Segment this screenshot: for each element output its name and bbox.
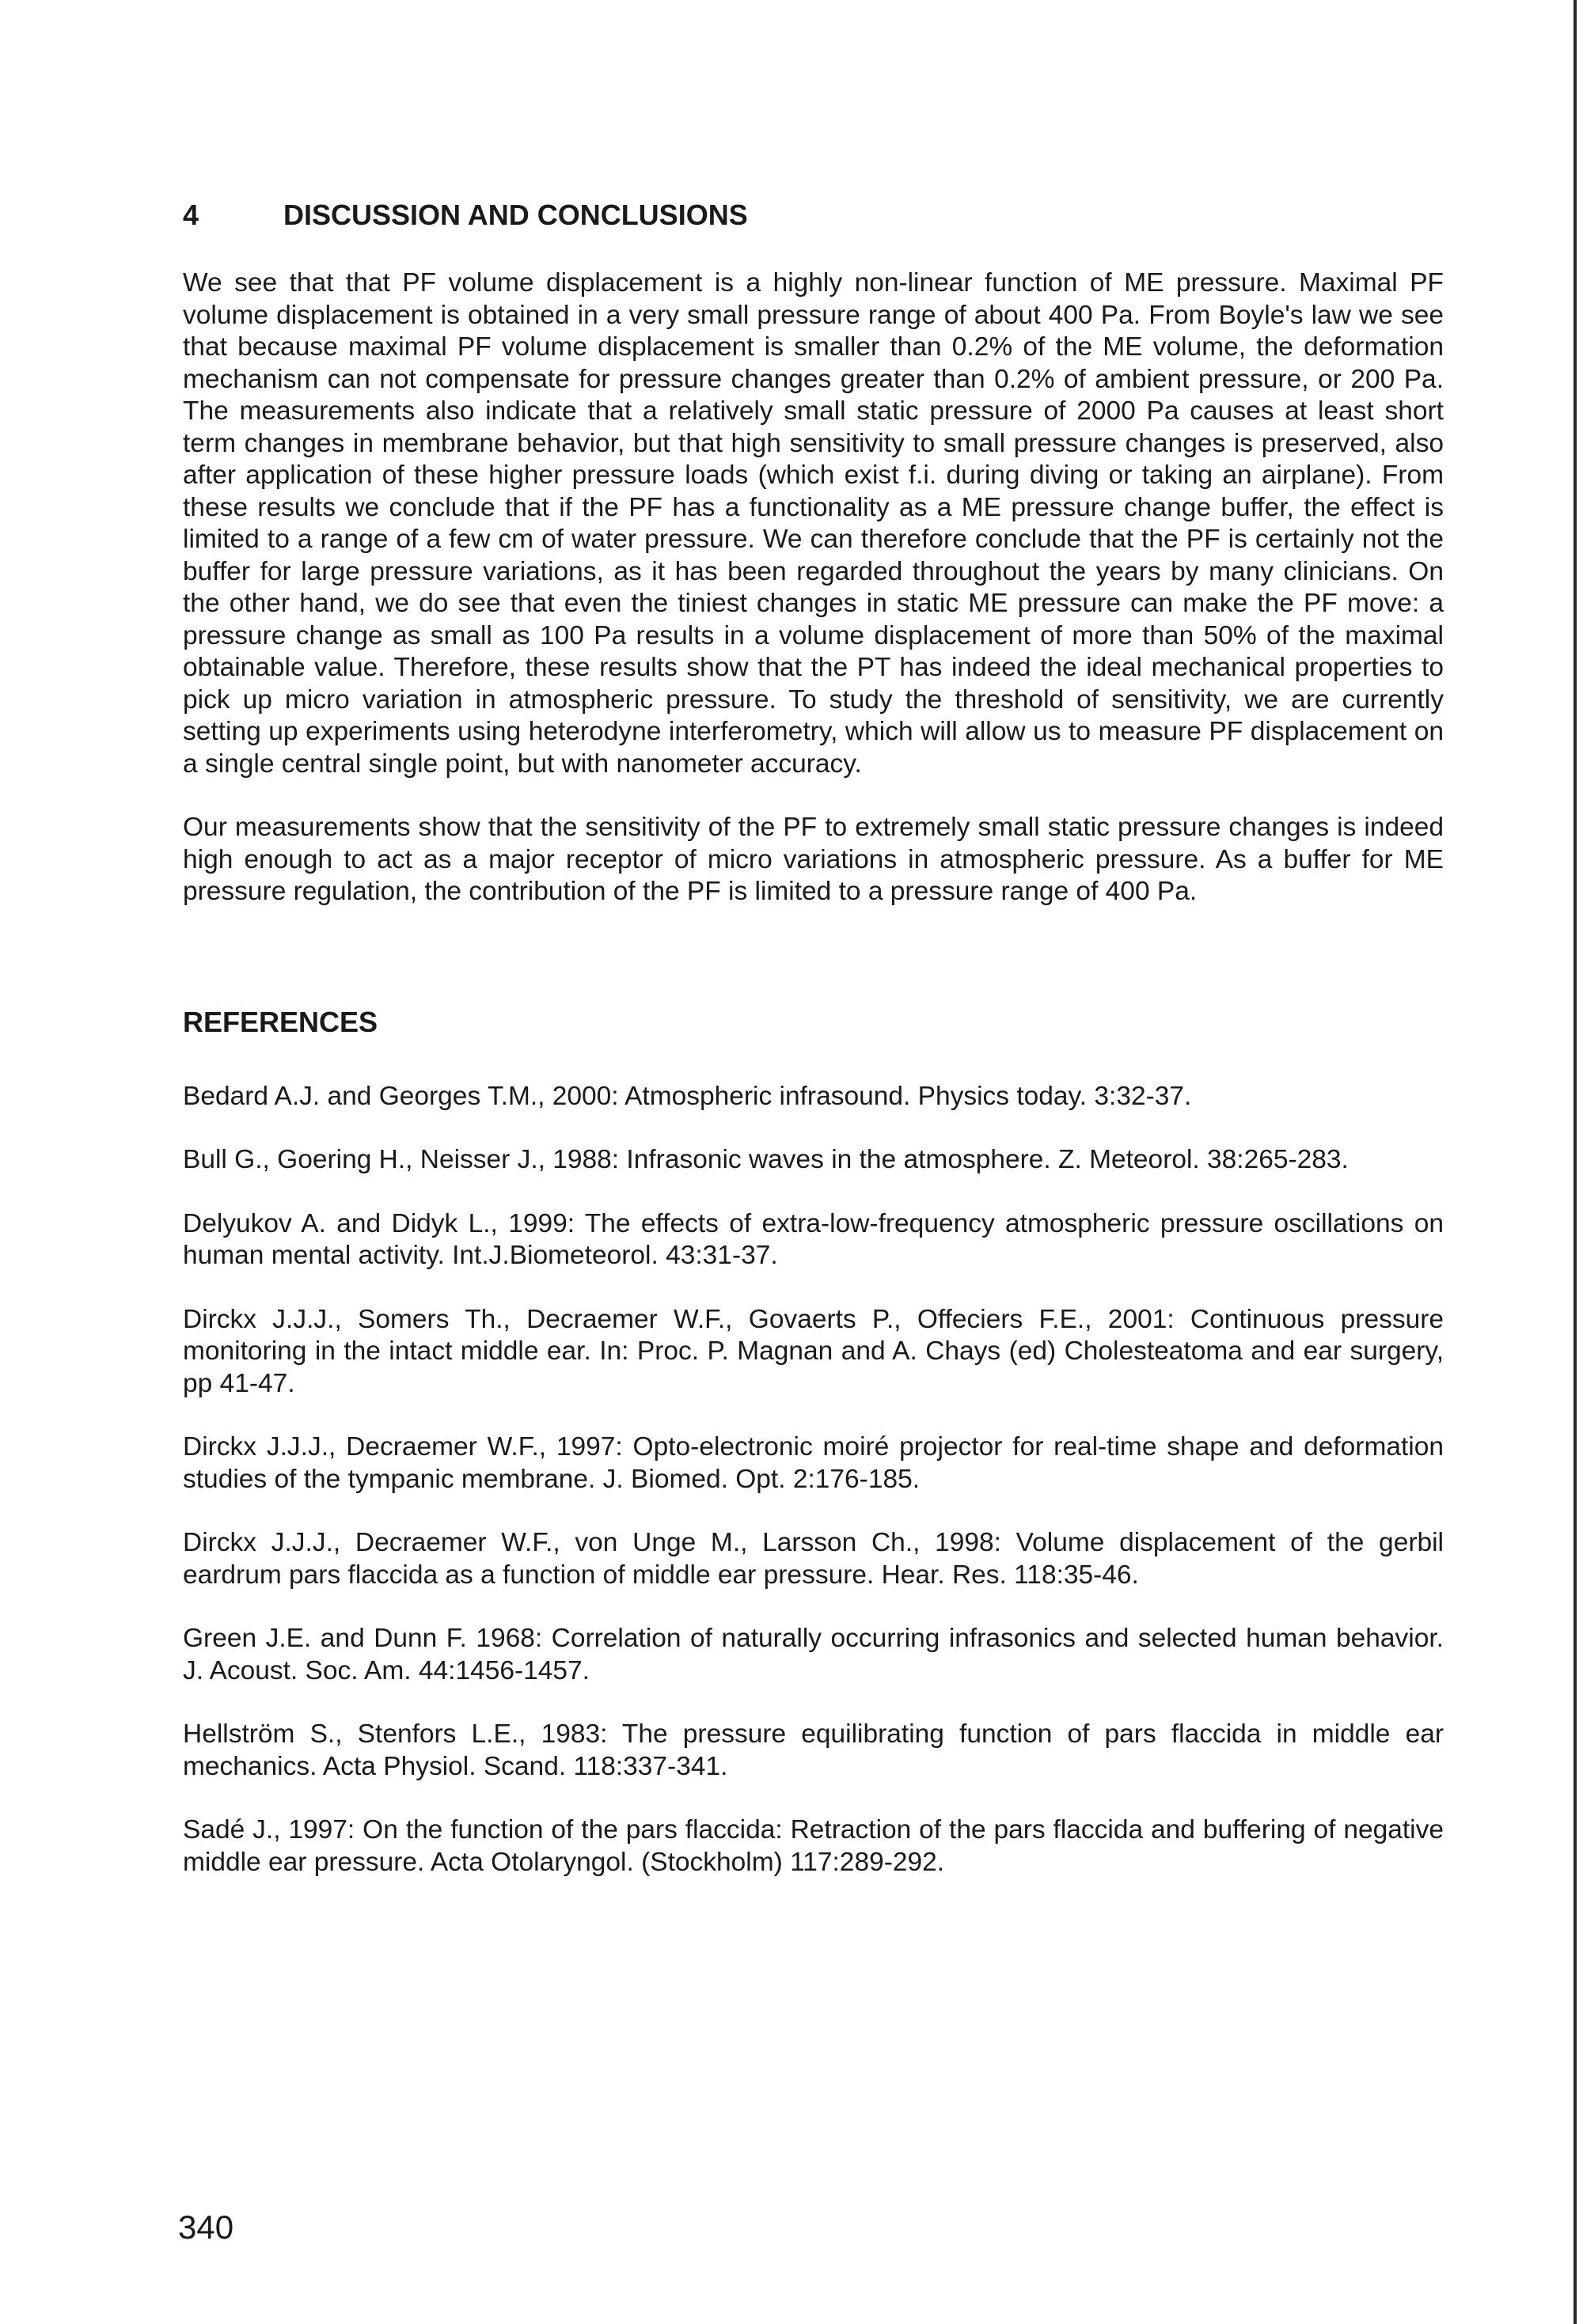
section-number: 4 [183,199,199,231]
reference-item: Dirckx J.J.J., Decraemer W.F., von Unge M., Larsson Ch., 1998: Volume displacement of the gerbil eardrum pars flaccida as a function of middle ear pressure. Hear. Res. 118:35-46. [183,1528,1444,1590]
page-number: 340 [178,2208,234,2246]
reference-list [183,1081,1444,1879]
reference-item: Sadé J., 1997: On the function of the pars flaccida: Retraction of the pars flaccida and buffering of negative middle ear pressure. Acta Otolaryngol. (Stockholm) 117:289-292. [183,1815,1444,1877]
reference-item: Green J.E. and Dunn F. 1968: Correlation of naturally occurring infrasonics and selected human behavior. J. Acoust. Soc. Am. 44:1456-1457. [183,1624,1444,1685]
reference-item: Delyukov A. and Didyk L., 1999: The effects of extra-low-frequency atmospheric pressure oscillations on human mental activity. Int.J.Biometeorol. 43:31-37. [183,1208,1444,1270]
section-title: DISCUSSION AND CONCLUSIONS [283,199,748,231]
reference-item: Bull G., Goering H., Neisser J., 1988: Infrasonic waves in the atmosphere. Z. Meteorol. 38:265-283. [183,1145,1349,1174]
section-heading [183,198,1444,233]
reference-item: Dirckx J.J.J., Decraemer W.F., 1997: Opto-electronic moiré projector for real-time shape and deformation studies of the tympanic membrane. J. Biomed. Opt. 2:176-185. [183,1432,1444,1494]
reference-item: Bedard A.J. and Georges T.M., 2000: Atmospheric infrasound. Physics today. 3:32-37. [183,1081,1192,1111]
discussion-paragraph-1: We see that that PF volume displacement is a highly non-linear function of ME pressure. Maximal PF volume displacement is obtained in a very small pressure range of about 400 Pa. From Boyle's law we see that because maximal PF volume displacement is smaller than 0.2% of the ME volume, the deformation mechanism can not compensate for pressure changes greater than 0.2% of ambient pressure, or 200 Pa. The measurements also indicate that a relatively small static pressure of 2000 Pa causes at least short term changes in membrane behavior, but that high sensitivity to small pressure changes is preserved, also after application of these higher pressure loads (which exist f.i. during diving or taking an airplane). From these results we conclude that if the PF has a functionality as a ME pressure change buffer, the effect is limited to a range of a few cm of water pressure. We can therefore conclude that the PF is certainly not the buffer for large pressure variations, as it has been regarded throughout the years by many clinicians. On the other hand, we do see that even the tiniest changes in static ME pressure can make the PF move: a pressure change as small as 100 Pa results in a volume displacement of more than 50% of the maximal obtainable value. Therefore, these results show that the PT has indeed the ideal mechanical properties to pick up micro variation in atmospheric pressure. To study the threshold of sensitivity, we are currently setting up experiments using heterodyne interferometry, which will allow us to measure PF displacement on a single central single point, but with nanometer accuracy. [183,268,1444,779]
discussion-paragraph-2: Our measurements show that the sensitivity of the PF to extremely small static pressure changes is indeed high enough to act as a major receptor of micro variations in atmospheric pressure. As a buffer for ME pressure regulation, the contribution of the PF is limited to a pressure range of 400 Pa. [183,813,1444,906]
reference-item: Dirckx J.J.J., Somers Th., Decraemer W.F., Govaerts P., Offeciers F.E., 2001: Continuous pressure monitoring in the intact middle ear. In: Proc. P. Magnan and A. Chays (ed) Cholesteatoma and ear surgery, pp 41-47. [183,1304,1444,1398]
page-content [183,198,1444,1910]
page-edge-line [1574,0,1577,2324]
reference-item: Hellström S., Stenfors L.E., 1983: The pressure equilibrating function of pars flaccida in middle ear mechanics. Acta Physiol. Scand. 118:337-341. [183,1719,1444,1781]
references-heading: REFERENCES [183,1005,378,1038]
